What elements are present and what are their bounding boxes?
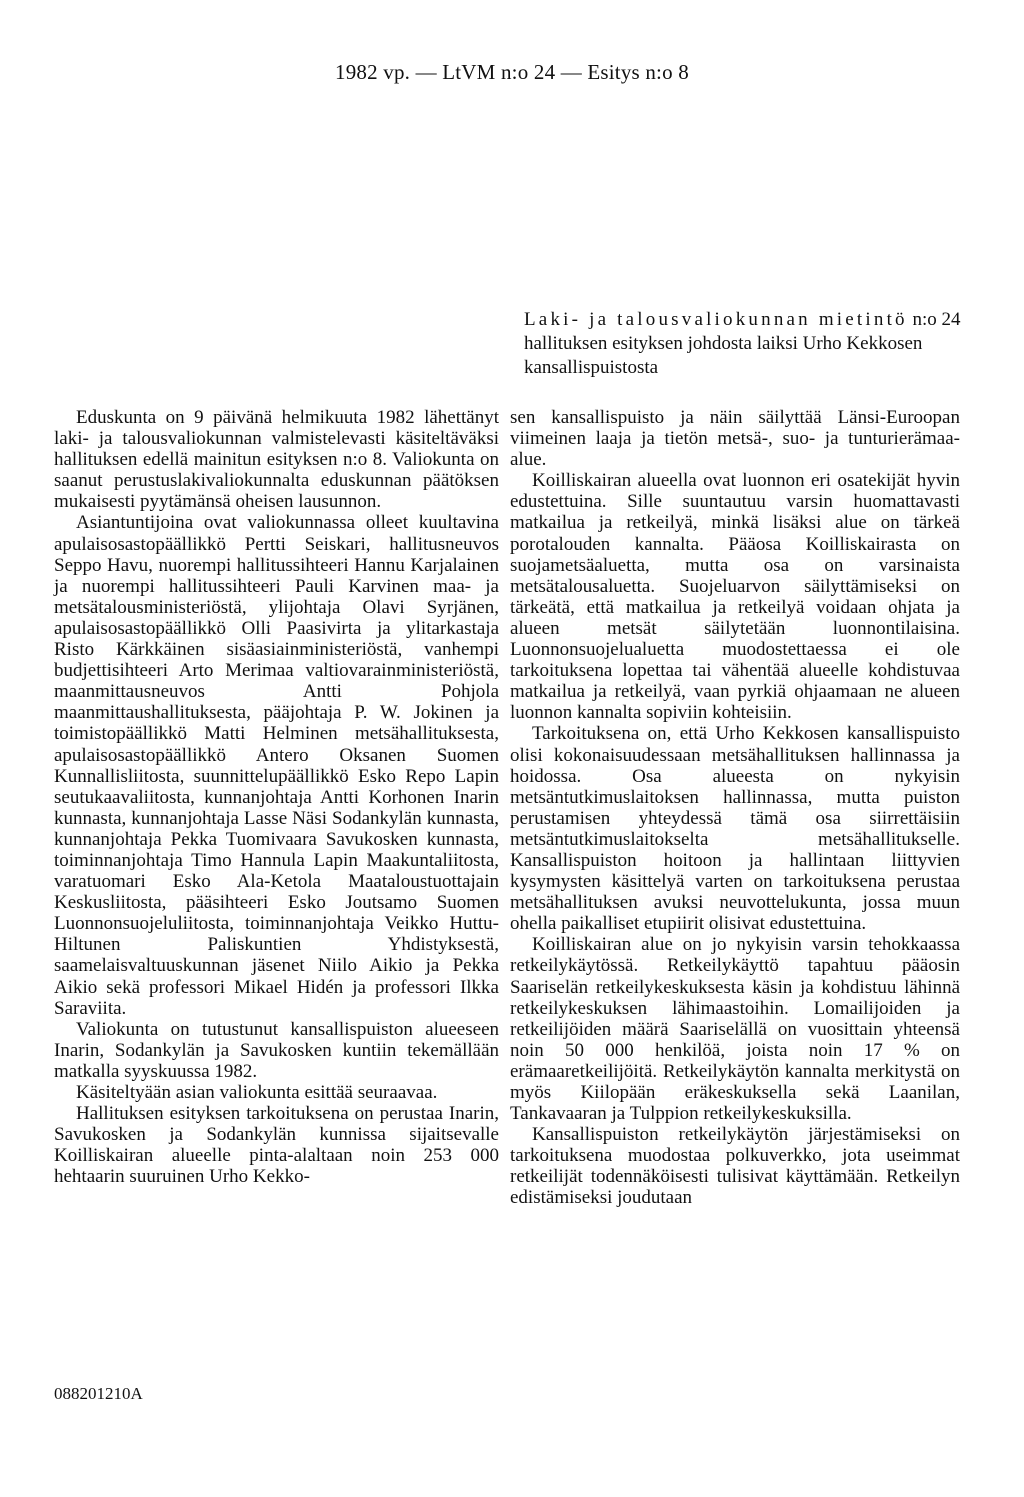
document-title bbox=[524, 308, 966, 380]
title-spaced: Laki- ja talousvaliokunnan mietintö bbox=[524, 309, 908, 330]
paragraph: Tarkoituksena on, että Urho Kekkosen kansallispuisto olisi kokonaisuudessaan metsähallituksen hallinnassa ja hoidossa. Osa alueesta on nykyisin metsäntutkimuslaitoksen hallinnassa, mutta puiston perustamisen yhteydessä tämä osa siirrettäisiin metsäntutkimuslaitokselta metsähallitukselle. Kansallispuiston hoitoon ja hallintaan liittyvien kysymysten käsittelyä varten on tarkoituksena perustaa metsähallituksen avuksi neuvottelukunta, jossa muun ohella paikalliset etupiirit olisivat edustettuina. bbox=[510, 723, 960, 935]
paragraph: Koilliskairan alueella ovat luonnon eri osatekijät hyvin edustettuina. Sille suuntautuu varsin huomattavasti matkailua ja retkeilyä, minkä lisäksi alue on tärkeä porotalouden kannalta. Pääosa Koilliskairasta on suojametsäaluetta, mutta osa on varsinaista metsätalousaluetta. Suojeluarvon säilyttämiseksi on tärkeätä, että matkailua ja retkeilyä voidaan ohjata ja alueen metsät säilytetään luonnontilaisina. Luonnonsuojelualuetta muodostettaessa ei ole tarkoituksena lopettaa tai vähentää alueelle kohdistuvaa matkailua ja retkeilyä, vaan pyrkiä ohjaamaan ne alueen luonnon kannalta sopiviin kohteisiin. bbox=[510, 470, 960, 724]
paragraph: Eduskunta on 9 päivänä helmikuuta 1982 lähettänyt laki- ja talousvaliokunnan valmistelevasti käsiteltäväksi hallituksen edellä mainitun esityksen n:o 8. Valiokunta on saanut perustuslakivaliokunnalta eduskunnan päätöksen mukaisesti pyytämänsä oheisen lausunnon. bbox=[54, 407, 499, 513]
document-code: 088201210A bbox=[54, 1384, 143, 1403]
right-column bbox=[510, 407, 960, 1209]
paragraph: sen kansallispuisto ja näin säilyttää Länsi-Euroopan viimeinen laaja ja tietön metsä-, suo- ja tunturierämaa-alue. bbox=[510, 407, 960, 471]
paragraph: Käsiteltyään asian valiokunta esittää seuraavaa. bbox=[76, 1082, 438, 1103]
paragraph: Kansallispuiston retkeilykäytön järjestämiseksi on tarkoituksena muodostaa polkuverkko, jota useimmat retkeilijät todennäköisesti tulisivat käyttämään. Retkeilyn edistämiseksi joudutaan bbox=[510, 1124, 960, 1209]
title-rest: n:o 24 hallituksen esityksen johdosta laiksi Urho Kekkosen kansallispuistosta bbox=[524, 309, 961, 378]
paragraph: Hallituksen esityksen tarkoituksena on perustaa Inarin, Savukosken ja Sodankylän kunnissa sijaitsevalle Koilliskairan alueelle pinta-alaltaan noin 253 000 hehtaarin suuruinen Urho Kekko- bbox=[54, 1103, 499, 1188]
left-column bbox=[54, 407, 499, 1187]
paragraph: Valiokunta on tutustunut kansallispuiston alueeseen Inarin, Sodankylän ja Savukosken kuntiin tekemällään matkalla syyskuussa 1982. bbox=[54, 1018, 499, 1082]
page-header: 1982 vp. — LtVM n:o 24 — Esitys n:o 8 bbox=[335, 60, 689, 84]
paragraph: Koilliskairan alue on jo nykyisin varsin tehokkaassa retkeilykäytössä. Retkeilykäyttö tapahtuu pääosin Saariselän retkeilykeskuksesta käsin ja kohdistuu lähinnä retkeilykeskuksen lähimaastoihin. Lomailijoiden ja retkeilijöiden määrä Saariselällä on vuosittain yhteensä noin 50 000 henkilöä, joista noin 17 % on erämaaretkeilijöitä. Retkeilykäytön kannalta merkitystä on myös Kiilopään eräkeskuksella sekä Laanilan, Tankavaaran ja Tulppion retkeilykeskuksilla. bbox=[510, 934, 960, 1125]
paragraph: Asiantuntijoina ovat valiokunnassa olleet kuultavina apulaisosastopäällikkö Pertti Seiskari, hallitusneuvos Seppo Havu, nuorempi hallitussihteeri Hannu Karjalainen ja nuorempi hallitussihteeri Pauli Karvinen maa- ja metsätalousministeriöstä, ylijohtaja Olavi Syrjänen, apulaisosastopäällikkö Olli Paasivirta ja ylitarkastaja Risto Kärkkäinen sisäasiainministeriöstä, vanhempi budjettisihteeri Arto Merimaa valtiovarainministeriöstä, maanmittausneuvos Antti Pohjola maanmittaushallituksesta, pääjohtaja P. W. Jokinen ja toimistopäällikkö Matti Helminen metsähallituksesta, apulaisosastopäällikkö Antero Oksanen Suomen Kunnallisliitosta, suunnittelupäällikkö Esko Repo Lapin seutukaavaliitosta, kunnanjohtaja Antti Korhonen Inarin kunnasta, kunnanjohtaja Lasse Näsi Sodankylän kunnasta, kunnanjohtaja Pekka Tuomivaara Savukosken kunnasta, toiminnanjohtaja Timo Hannula Lapin Maakuntaliitosta, varatuomari Esko Ala-Ketola Maataloustuottajain Keskusliitosta, pääsihteeri Esko Joutsamo Suomen Luonnonsuojeluliitosta, toiminnanjohtaja Veikko Huttu-Hiltunen Paliskuntien Yhdistyksestä, saamelaisvaltuuskunnan jäsenet Niilo Aikio ja Pekka Aikio sekä professori Mikael Hidén ja professori Ilkka Saraviita. bbox=[54, 512, 499, 1019]
